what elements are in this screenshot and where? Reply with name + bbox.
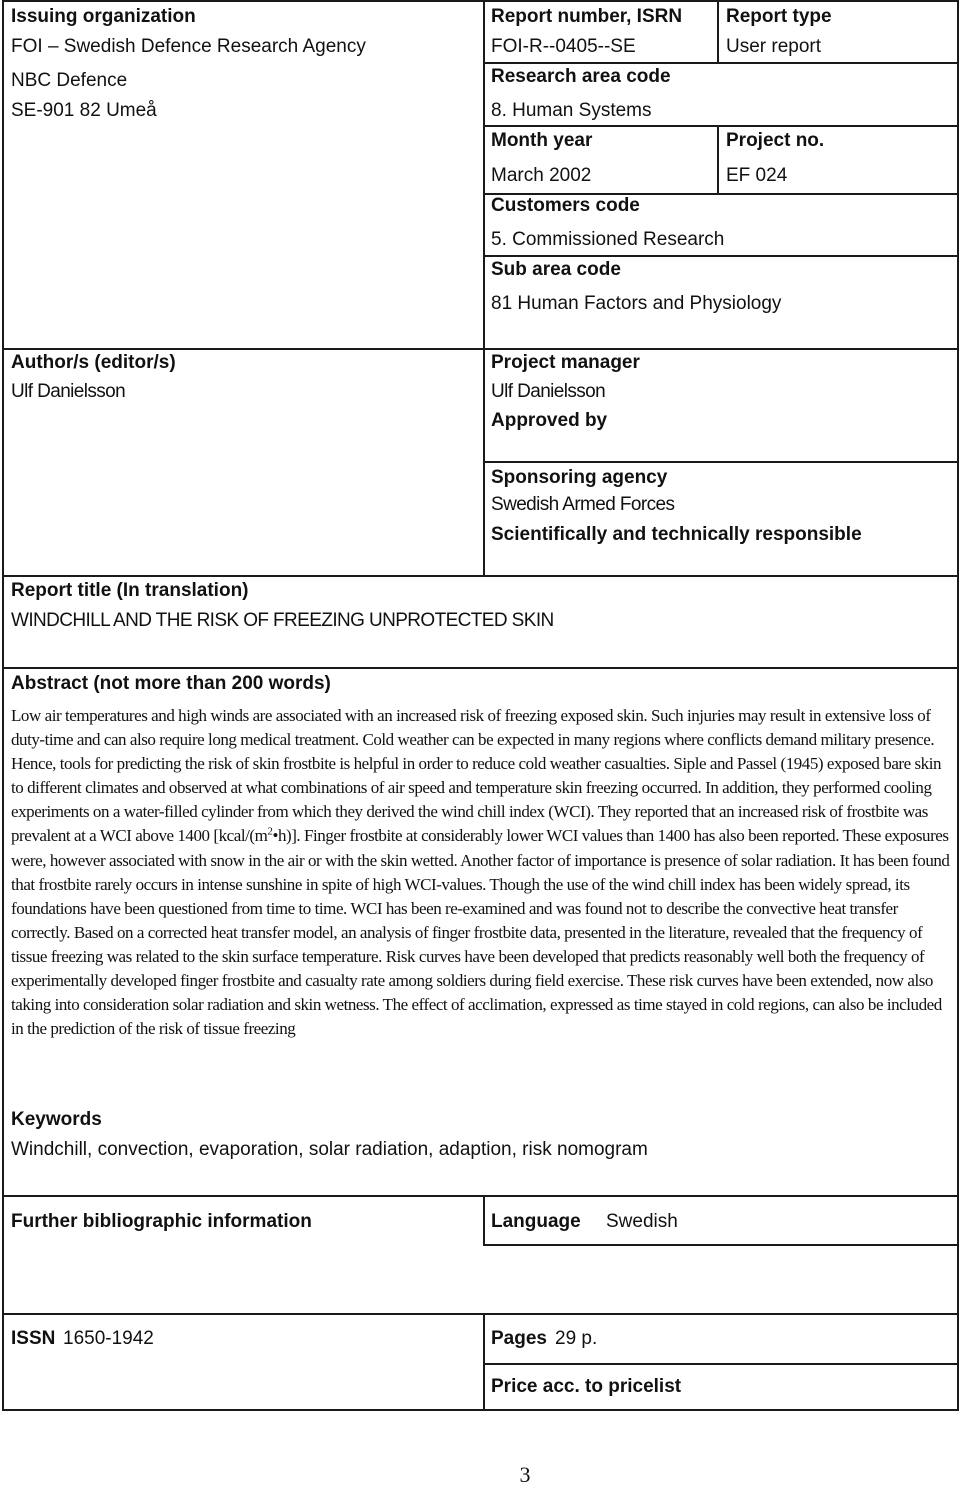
header-row-rule-4 <box>483 255 959 257</box>
approved-by-label: Approved by <box>491 410 608 431</box>
month-year-label: Month year <box>491 130 593 151</box>
header-divider-left <box>483 0 485 350</box>
header-divider-right <box>717 0 719 64</box>
sponsoring-agency-label: Sponsoring agency <box>491 467 668 488</box>
month-year-value: March 2002 <box>491 165 592 186</box>
customers-code-label: Customers code <box>491 195 640 216</box>
pages-value: 29 p. <box>555 1328 598 1349</box>
sub-area-label: Sub area code <box>491 259 621 280</box>
issuing-org-line-1: FOI – Swedish Defence Research Agency <box>11 36 366 57</box>
project-no-value: EF 024 <box>726 165 788 186</box>
issn-label: ISSN <box>11 1328 56 1349</box>
keywords-label: Keywords <box>11 1109 102 1130</box>
issuing-org-label: Issuing organization <box>11 6 196 27</box>
responsible-label: Scientifically and technically responsible <box>491 524 862 545</box>
project-manager-value: Ulf Danielsson <box>491 381 606 402</box>
report-type-label: Report type <box>726 6 832 27</box>
abstract-text-part-1: Low air temperatures and high winds are associated with an increased risk of freezing exposed skin. Such injuries may result in extensive loss of duty-time and can also require long medical treatment. Cold weather can be expected in many regions where conflicts demand military presence. Hence, tools for predicting the risk of skin frostbite is helpful in order to reduce cold weather casualties. Siple and Passel (1945) exposed bare skin to different climates and observed at what combinations of air speed and temperature skin freezing occurred. In addition, they performed cooling experiments on a water-filled cylinder from which they derived the wind chill index (WCI). They reported that an increased risk of frostbite was prevalent at a WCI above 1400 [kcal/(m <box>11 706 942 846</box>
abstract-superscript: 2 <box>267 825 273 838</box>
sub-area-value: 81 Human Factors and Physiology <box>491 293 782 314</box>
price-label: Price acc. to pricelist <box>491 1376 682 1397</box>
report-title-value: WINDCHILL AND THE RISK OF FREEZING UNPROTECTED SKIN <box>11 610 554 631</box>
issn-divider <box>483 1313 485 1411</box>
header-row-rule-1 <box>483 62 959 64</box>
report-type-value: User report <box>726 36 822 57</box>
header-divider-right-2 <box>717 125 719 195</box>
research-area-label: Research area code <box>491 66 671 87</box>
research-area-value: 8. Human Systems <box>491 100 652 121</box>
language-value: Swedish <box>606 1211 678 1232</box>
project-manager-label: Project manager <box>491 352 640 373</box>
customers-code-value: 5. Commissioned Research <box>491 229 725 250</box>
keywords-value: Windchill, convection, evaporation, solar radiation, adaption, risk nomogram <box>11 1139 648 1160</box>
authors-label: Author/s (editor/s) <box>11 352 176 373</box>
report-title-label: Report title (In translation) <box>11 580 249 601</box>
language-label: Language <box>491 1211 581 1232</box>
authors-value: Ulf Danielsson <box>11 381 126 402</box>
sponsoring-agency-value: Swedish Armed Forces <box>491 494 675 515</box>
issuing-org-line-2: NBC Defence <box>11 70 128 91</box>
report-number-label: Report number, ISRN <box>491 6 683 27</box>
report-number-value: FOI-R--0405--SE <box>491 36 636 57</box>
page-number: 3 <box>519 1462 531 1487</box>
further-info-label: Further bibliographic information <box>11 1211 312 1232</box>
header-row-rule-2 <box>483 125 959 127</box>
project-no-label: Project no. <box>726 130 825 151</box>
issn-value: 1650-1942 <box>63 1328 154 1349</box>
abstract-text-part-2: •h)]. Finger frostbite at considerably lower WCI values than 1400 has also been reported. These exposures were, however associated with snow in the air or with the skin wetted. Another factor of importance is presence of solar radiation. It has been found that frostbite rarely occurs in intense sunshine in spite of high WCI-values. Though the use of the wind chill index has been widely spread, its foundations have been questioned from time to time. WCI has been re-examined and was found not to describe the convective heat transfer correctly. Based on a corrected heat transfer model, an analysis of finger frostbite data, presented in the literature, revealed that the frequency of tissue freezing was related to the skin surface temperature. Risk curves have been developed that predicts reasonably well both the frequency of experimentally developed finger frostbite and casualty rate among soldiers during field exercise. These risk curves have been extended, now also taking into consideration solar radiation and skin wetness. The effect of acclimation, expressed as time stayed in cold regions, can also be included in the prediction of the risk of tissue freezing <box>11 826 950 1039</box>
abstract-text <box>11 704 951 1041</box>
issuing-org-line-3: SE-901 82 Umeå <box>11 100 157 121</box>
author-row-rule <box>483 461 959 463</box>
abstract-label: Abstract (not more than 200 words) <box>11 673 331 694</box>
pages-label: Pages <box>491 1328 547 1349</box>
issn-row-rule <box>483 1363 959 1365</box>
